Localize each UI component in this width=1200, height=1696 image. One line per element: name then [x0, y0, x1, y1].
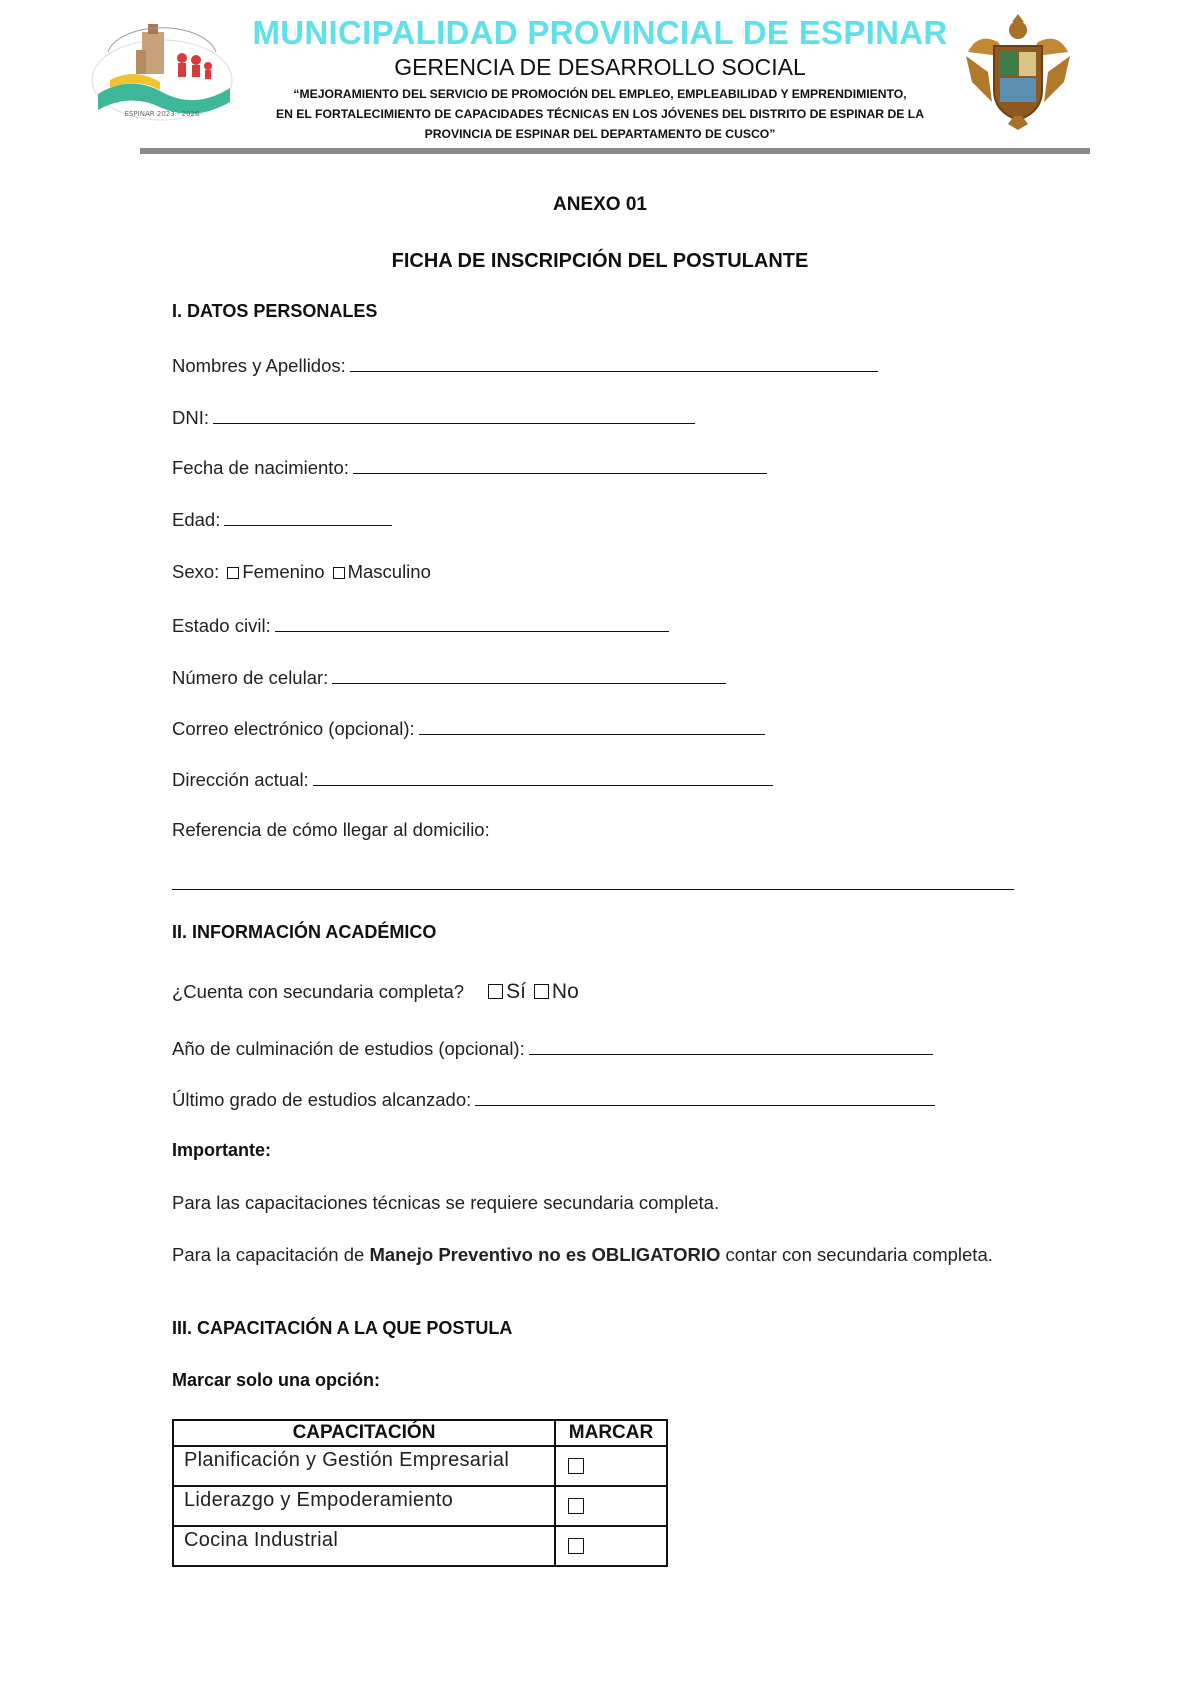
civil-status-field-row	[172, 613, 669, 637]
dni-field[interactable]	[213, 405, 695, 424]
project-line-2: EN EL FORTALECIMIENTO DE CAPACIDADES TÉCNICAS EN LOS JÓVENES DEL DISTRITO DE ESPINAR DE LA	[275, 107, 925, 121]
female-checkbox[interactable]	[227, 567, 239, 579]
address-label: Dirección actual:	[172, 769, 309, 790]
mark-column-header: MARCAR	[555, 1420, 667, 1446]
email-label: Correo electrónico (opcional):	[172, 718, 415, 739]
course-name: Liderazgo y Empoderamiento	[173, 1486, 555, 1526]
female-option-label: Femenino	[242, 561, 325, 582]
address-field[interactable]	[313, 767, 773, 786]
graduation-year-field-row	[172, 1036, 933, 1060]
annex-label: ANEXO 01	[553, 194, 647, 215]
reference-label: Referencia de cómo llegar al domicilio:	[172, 819, 490, 840]
note2-bold: Manejo Preventivo no es OBLIGATORIO	[369, 1244, 721, 1265]
dni-label: DNI:	[172, 407, 209, 428]
course-checkbox[interactable]	[568, 1538, 584, 1554]
phone-label: Número de celular:	[172, 667, 329, 688]
section-academic-title: II. INFORMACIÓN ACADÉMICO	[172, 922, 437, 942]
secondary-no-checkbox[interactable]	[534, 984, 549, 999]
course-column-header: CAPACITACIÓN	[173, 1420, 555, 1446]
dni-field-row	[172, 405, 695, 429]
project-description	[245, 84, 955, 144]
section-personal-data-title: I. DATOS PERSONALES	[172, 301, 378, 321]
note-technical-requirement: Para las capacitaciones técnicas se requiere secundaria completa.	[172, 1192, 720, 1213]
civil-status-label: Estado civil:	[172, 615, 271, 636]
training-options-table	[172, 1419, 668, 1567]
svg-text:ESPINAR 2023 - 2026: ESPINAR 2023 - 2026	[124, 110, 200, 118]
select-one-instruction: Marcar solo una opción:	[172, 1370, 381, 1390]
birthdate-label: Fecha de nacimiento:	[172, 457, 349, 478]
secondary-question: ¿Cuenta con secundaria completa?	[172, 981, 465, 1002]
secondary-yes-label: Sí	[506, 980, 526, 1003]
course-checkbox[interactable]	[568, 1458, 584, 1474]
reference-field[interactable]	[172, 889, 1014, 890]
phone-field-row	[172, 665, 726, 689]
header-divider	[140, 148, 1090, 154]
birthdate-field[interactable]	[353, 455, 767, 474]
course-mark-cell	[555, 1446, 667, 1486]
course-mark-cell	[555, 1526, 667, 1566]
table-header-row	[173, 1420, 667, 1446]
secondary-question-row	[172, 980, 579, 1004]
course-name: Planificación y Gestión Empresarial	[173, 1446, 555, 1486]
important-title: Importante:	[172, 1140, 271, 1160]
course-checkbox[interactable]	[568, 1498, 584, 1514]
note2-start: Para la capacitación de	[172, 1244, 370, 1265]
course-mark-cell	[555, 1486, 667, 1526]
sex-row	[172, 561, 431, 583]
project-line-1: “MEJORAMIENTO DEL SERVICIO DE PROMOCIÓN DEL EMPLEO, EMPLEABILIDAD Y EMPRENDIMIENTO,	[293, 87, 907, 101]
note2-end: contar con secundaria completa.	[720, 1244, 993, 1265]
civil-status-field[interactable]	[275, 613, 669, 632]
coat-of-arms-crest	[958, 12, 1078, 137]
birthdate-field-row	[172, 455, 767, 479]
graduation-year-label: Año de culminación de estudios (opcional):	[172, 1038, 525, 1059]
education-level-label: Último grado de estudios alcanzado:	[172, 1089, 472, 1110]
course-name: Cocina Industrial	[173, 1526, 555, 1566]
table-row	[173, 1526, 667, 1566]
department-subtitle: GERENCIA DE DESARROLLO SOCIAL	[394, 54, 806, 80]
age-field-row	[172, 507, 392, 531]
education-level-field-row	[172, 1087, 935, 1111]
secondary-no-label: No	[551, 980, 579, 1003]
secondary-yes-checkbox[interactable]	[488, 984, 503, 999]
email-field[interactable]	[419, 716, 765, 735]
name-field-row	[172, 353, 878, 377]
age-label: Edad:	[172, 509, 221, 530]
sex-label: Sexo:	[172, 561, 220, 582]
age-field[interactable]	[224, 507, 392, 526]
education-level-field[interactable]	[475, 1087, 935, 1106]
address-field-row	[172, 767, 773, 791]
form-title: FICHA DE INSCRIPCIÓN DEL POSTULANTE	[391, 250, 809, 272]
table-row	[173, 1486, 667, 1526]
male-option-label: Masculino	[347, 561, 431, 582]
graduation-year-field[interactable]	[529, 1036, 933, 1055]
table-row	[173, 1446, 667, 1486]
project-line-3: PROVINCIA DE ESPINAR DEL DEPARTAMENTO DE CUSCO”	[424, 127, 776, 141]
name-label: Nombres y Apellidos:	[172, 355, 346, 376]
male-checkbox[interactable]	[333, 567, 345, 579]
section-training-title: III. CAPACITACIÓN A LA QUE POSTULA	[172, 1318, 513, 1338]
note-preventive-management	[172, 1244, 1034, 1266]
municipality-title: MUNICIPALIDAD PROVINCIAL DE ESPINAR	[252, 14, 948, 51]
phone-field[interactable]	[332, 665, 726, 684]
email-field-row	[172, 716, 765, 740]
name-field[interactable]	[350, 353, 878, 372]
